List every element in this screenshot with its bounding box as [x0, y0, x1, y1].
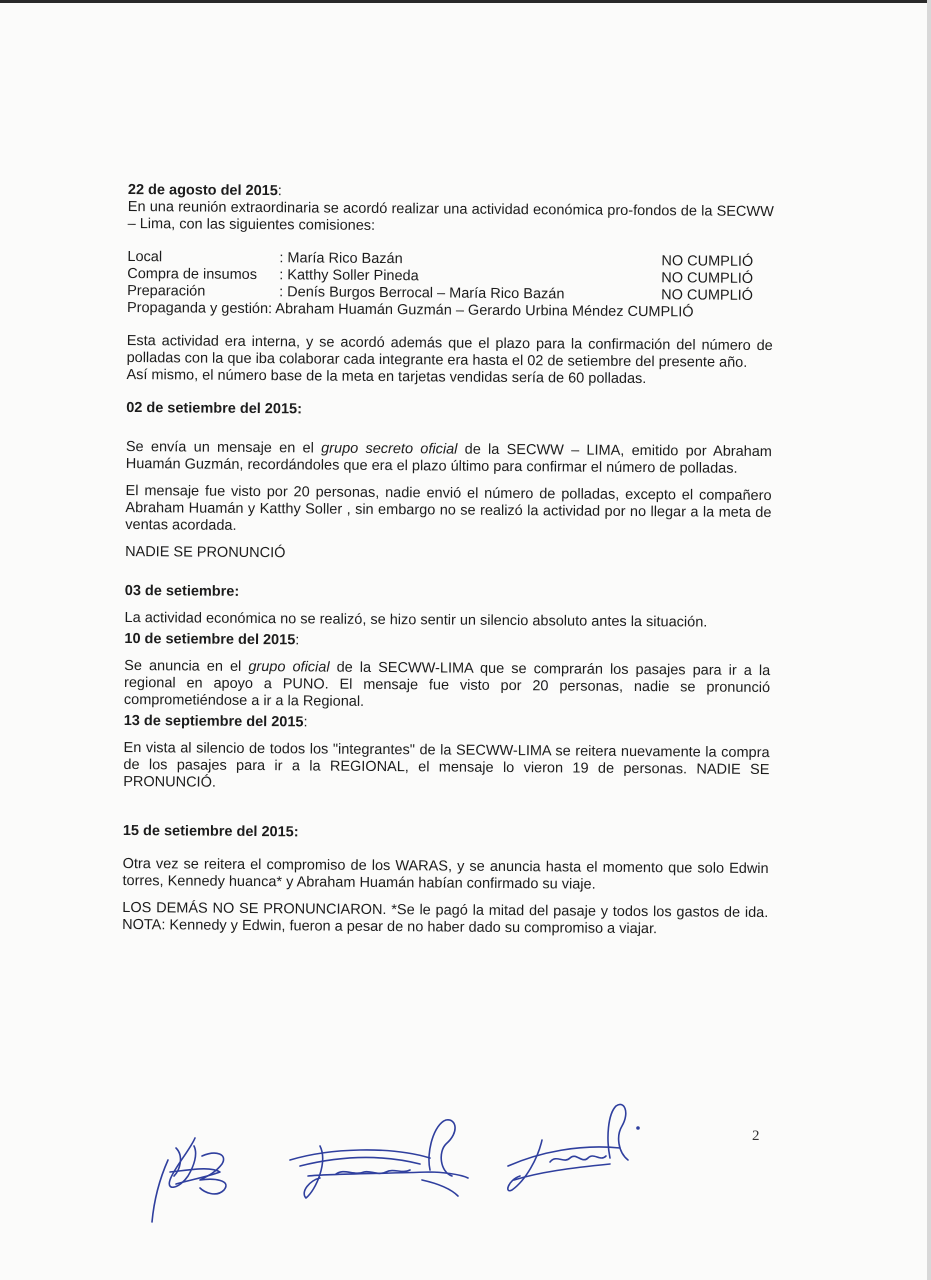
paragraph: Así mismo, el número base de la meta en tarjetas vendidas sería de 60 polladas.: [126, 366, 647, 388]
commission-names: : María Rico Bazán: [279, 250, 403, 268]
heading-text: 10 de setiembre del 2015: [124, 630, 296, 649]
heading-text: 13 de septiembre del 2015: [123, 712, 304, 731]
right-border: [927, 0, 931, 1280]
paragraph: En vista al silencio de todos los "integrantes" de la SECWW-LIMA se reitera nuevamente la compra de los pasajes para ir a la REGIONAL, el mensaje lo vieron 19 de personas. NADIE SE PRONUNCIÓ.: [123, 739, 770, 791]
commission-status: NO CUMPLIÓ: [661, 253, 754, 270]
heading-suffix: :: [303, 714, 308, 731]
paragraph: La actividad económica no se realizó, se hizo sentir un silencio absoluto antes la situación.: [124, 609, 708, 631]
paragraph: LOS DEMÁS NO SE PRONUNCIARON. *Se le pagó la mitad del pasaje y todos los gastos de ida. NOTA: Kennedy y Edwin, fueron a pesar de no haber dado su compromiso a viajar.: [122, 899, 769, 938]
paragraph: [126, 439, 772, 478]
commission-role: Propaganda y gestión: [126, 299, 269, 318]
heading-suffix: :: [295, 632, 300, 649]
document-body: [122, 182, 774, 939]
paragraph: El mensaje fue visto por 20 personas, nadie envió el número de polladas, excepto el compañero Abraham Huamán y Katthy Soller , sin embargo no se realizó la actividad por no llegar a la meta de ventas acordada.: [125, 482, 772, 534]
commission-status: NO CUMPLIÓ: [661, 270, 754, 287]
commission-status: NO CUMPLIÓ: [661, 287, 754, 304]
emphasis-text: grupo secreto oficial: [321, 440, 458, 458]
page-number: 2: [752, 1128, 760, 1144]
text-run: de la SECWW – LIMA, emitido por Abraham Huamán Guzmán, recordándoles que era el plazo último para confirmar el número de polladas.: [125, 441, 772, 477]
paragraph: En una reunión extraordinaria se acordó realizar una actividad económica pro-fondos de la SECWW – Lima, con las siguientes comisiones:: [127, 198, 774, 234]
text-run: Se anuncia en el: [124, 657, 249, 675]
paragraph: Otra vez se reitera el compromiso de los WARAS, y se anuncia hasta el momento que solo Edwin torres, Kennedy huanca* y Abraham Huamán habían confirmado su viaje.: [122, 855, 769, 893]
commission-names: : Abraham Huamán Guzmán – Gerardo Urbina Méndez: [268, 301, 624, 320]
commission-names: : Denís Burgos Berrocal – María Rico Bazán: [279, 284, 565, 303]
section-heading-02-setiembre: 02 de setiembre del 2015:: [126, 399, 303, 418]
text-run: de la SECWW-LIMA que se comprarán los pasajes para ir a la regional en apoyo a PUNO. El mensaje fue visto por 20 personas, nadie se pronunció comprometiéndose a ir a la Regional.: [123, 659, 771, 710]
section-heading-03-setiembre: 03 de setiembre:: [124, 582, 240, 600]
signature-2: [290, 1120, 468, 1198]
commission-role: Compra de insumos: [127, 265, 258, 284]
text-run: Se envía un mensaje en el: [125, 438, 322, 457]
signature-3: [508, 1104, 639, 1190]
commission-role: Local: [127, 248, 163, 266]
heading-suffix: :: [277, 183, 282, 200]
section-heading-15-setiembre: 15 de setiembre del 2015:: [122, 822, 299, 841]
emphasis-text: grupo oficial: [248, 658, 330, 676]
signatures: [140, 1080, 660, 1240]
signature-1: [152, 1138, 226, 1222]
paragraph: Esta actividad era interna, y se acordó además que el plazo para la confirmación del número de polladas con la que iba colaborar cada integrante era hasta el 02 de setiembre del presente año.: [126, 332, 773, 371]
commission-names: : Katthy Soller Pineda: [279, 267, 419, 285]
paragraph: NADIE SE PRONUNCIÓ: [125, 543, 286, 562]
commissions-list: [127, 249, 774, 322]
commission-status: CUMPLIÓ: [627, 303, 694, 321]
top-border: [0, 0, 931, 3]
heading-text: 22 de agosto del 2015: [127, 182, 278, 200]
paragraph: [124, 658, 770, 714]
commission-role: Preparación: [127, 282, 206, 300]
